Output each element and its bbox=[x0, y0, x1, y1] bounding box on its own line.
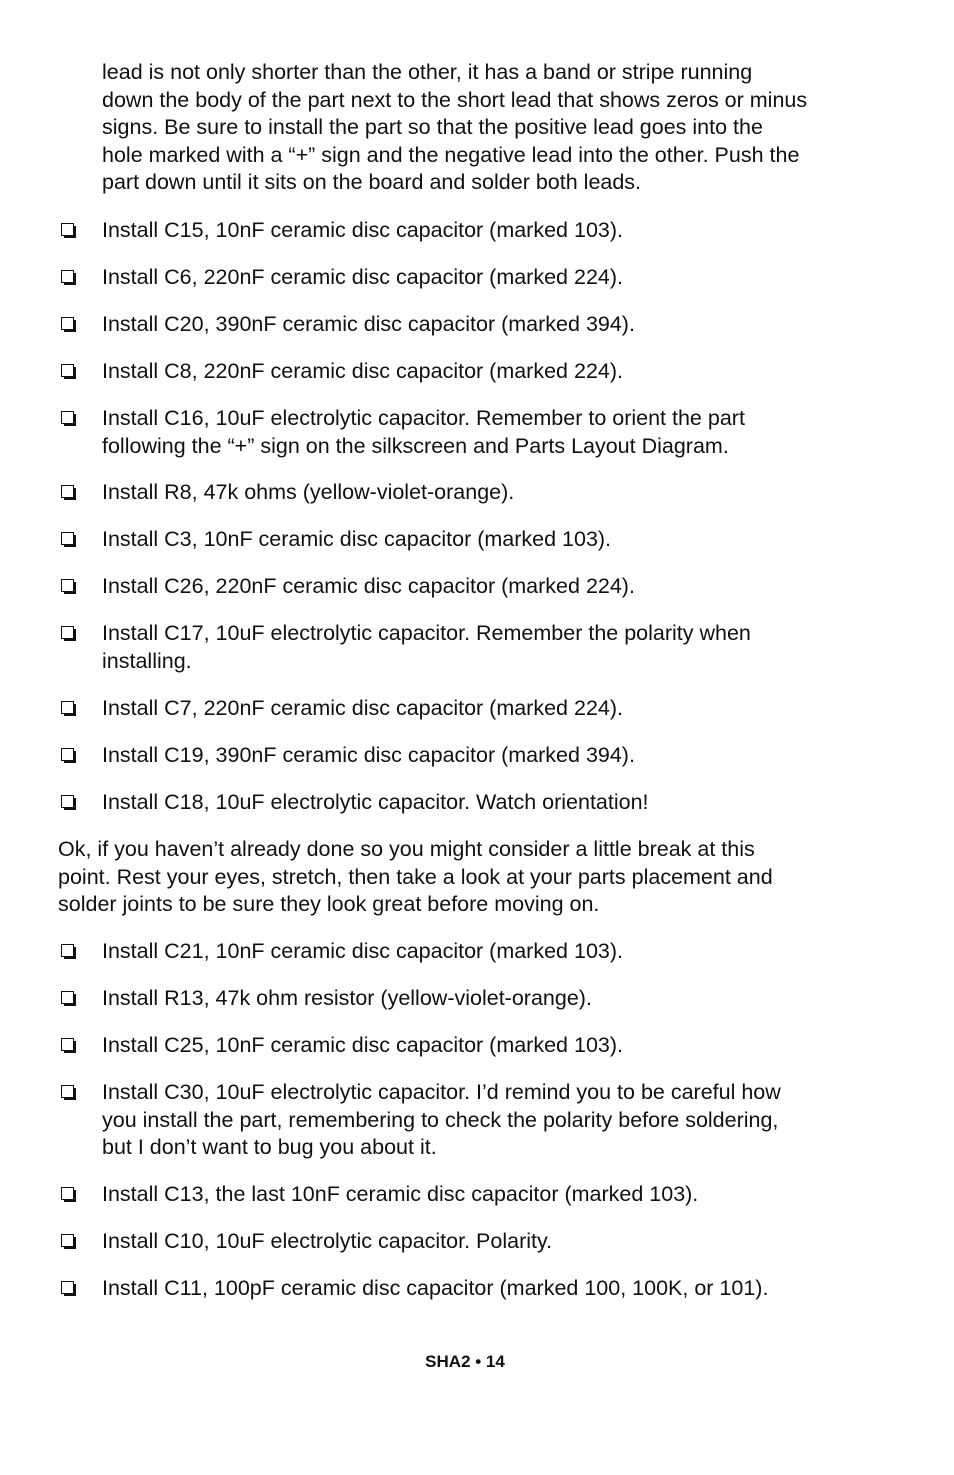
step-item: Install C10, 10uF electrolytic capacitor. Polarity. bbox=[102, 1229, 553, 1253]
step-item: Install C21, 10nF ceramic disc capacitor (marked 103). bbox=[102, 939, 623, 963]
step-item: Install C20, 390nF ceramic disc capacitor (marked 394). bbox=[102, 312, 635, 336]
checkbox-icon[interactable] bbox=[61, 1038, 74, 1051]
checkbox-icon[interactable] bbox=[61, 270, 74, 283]
step-item: Install C17, 10uF electrolytic capacitor. Remember the polarity when installing. bbox=[102, 621, 751, 673]
step-item: Install C6, 220nF ceramic disc capacitor (marked 224). bbox=[102, 265, 623, 289]
step-item: Install R13, 47k ohm resistor (yellow-violet-orange). bbox=[102, 986, 592, 1010]
checkbox-icon[interactable] bbox=[61, 411, 74, 424]
page-footer: SHA2 • 14 bbox=[425, 1352, 505, 1371]
checkbox-icon[interactable] bbox=[61, 364, 74, 377]
step-item: Install C7, 220nF ceramic disc capacitor (marked 224). bbox=[102, 696, 623, 720]
break-paragraph: Ok, if you haven’t already done so you might consider a little break at this point. Rest your eyes, stretch, then take a look at your parts placement and solder joints to be sure they look great before moving on. bbox=[58, 837, 773, 916]
step-item: Install C15, 10nF ceramic disc capacitor (marked 103). bbox=[102, 218, 623, 242]
checkbox-icon[interactable] bbox=[61, 223, 74, 236]
checkbox-icon[interactable] bbox=[61, 626, 74, 639]
step-item: Install C18, 10uF electrolytic capacitor. Watch orientation! bbox=[102, 790, 649, 814]
checkbox-icon[interactable] bbox=[61, 1187, 74, 1200]
step-item: Install C11, 100pF ceramic disc capacitor (marked 100, 100K, or 101). bbox=[102, 1276, 769, 1300]
step-item: Install C8, 220nF ceramic disc capacitor (marked 224). bbox=[102, 359, 623, 383]
step-item: Install C19, 390nF ceramic disc capacitor (marked 394). bbox=[102, 743, 635, 767]
step-item: Install C3, 10nF ceramic disc capacitor (marked 103). bbox=[102, 527, 612, 551]
checkbox-icon[interactable] bbox=[61, 579, 74, 592]
step-item: Install C16, 10uF electrolytic capacitor. Remember to orient the part following the “+” sign on the silkscreen and Parts Layout Diagram. bbox=[102, 406, 745, 458]
checkbox-icon[interactable] bbox=[61, 795, 74, 808]
checkbox-icon[interactable] bbox=[61, 532, 74, 545]
checkbox-icon[interactable] bbox=[61, 1281, 74, 1294]
checkbox-icon[interactable] bbox=[61, 1234, 74, 1247]
checkbox-icon[interactable] bbox=[61, 748, 74, 761]
step-item: Install C25, 10nF ceramic disc capacitor (marked 103). bbox=[102, 1033, 623, 1057]
step-item: Install C13, the last 10nF ceramic disc capacitor (marked 103). bbox=[102, 1182, 699, 1206]
checkbox-icon[interactable] bbox=[61, 485, 74, 498]
step-item: Install C30, 10uF electrolytic capacitor. I’d remind you to be careful how you install the part, remembering to check the polarity before soldering, but I don’t want to bug you about it. bbox=[102, 1080, 781, 1159]
checkbox-icon[interactable] bbox=[61, 944, 74, 957]
checkbox-icon[interactable] bbox=[61, 1085, 74, 1098]
checkbox-icon[interactable] bbox=[61, 991, 74, 1004]
step-item: Install C26, 220nF ceramic disc capacitor (marked 224). bbox=[102, 574, 635, 598]
step-item: Install R8, 47k ohms (yellow-violet-orange). bbox=[102, 480, 515, 504]
checkbox-icon[interactable] bbox=[61, 701, 74, 714]
checkbox-icon[interactable] bbox=[61, 317, 74, 330]
intro-paragraph: lead is not only shorter than the other, it has a band or stripe running down the body of the part next to the short lead that shows zeros or minus signs. Be sure to install the part so that the positive lead goes into the hole marked with a “+” sign and the negative lead into the other. Push the part down until it sits on the board and solder both leads. bbox=[102, 60, 808, 194]
